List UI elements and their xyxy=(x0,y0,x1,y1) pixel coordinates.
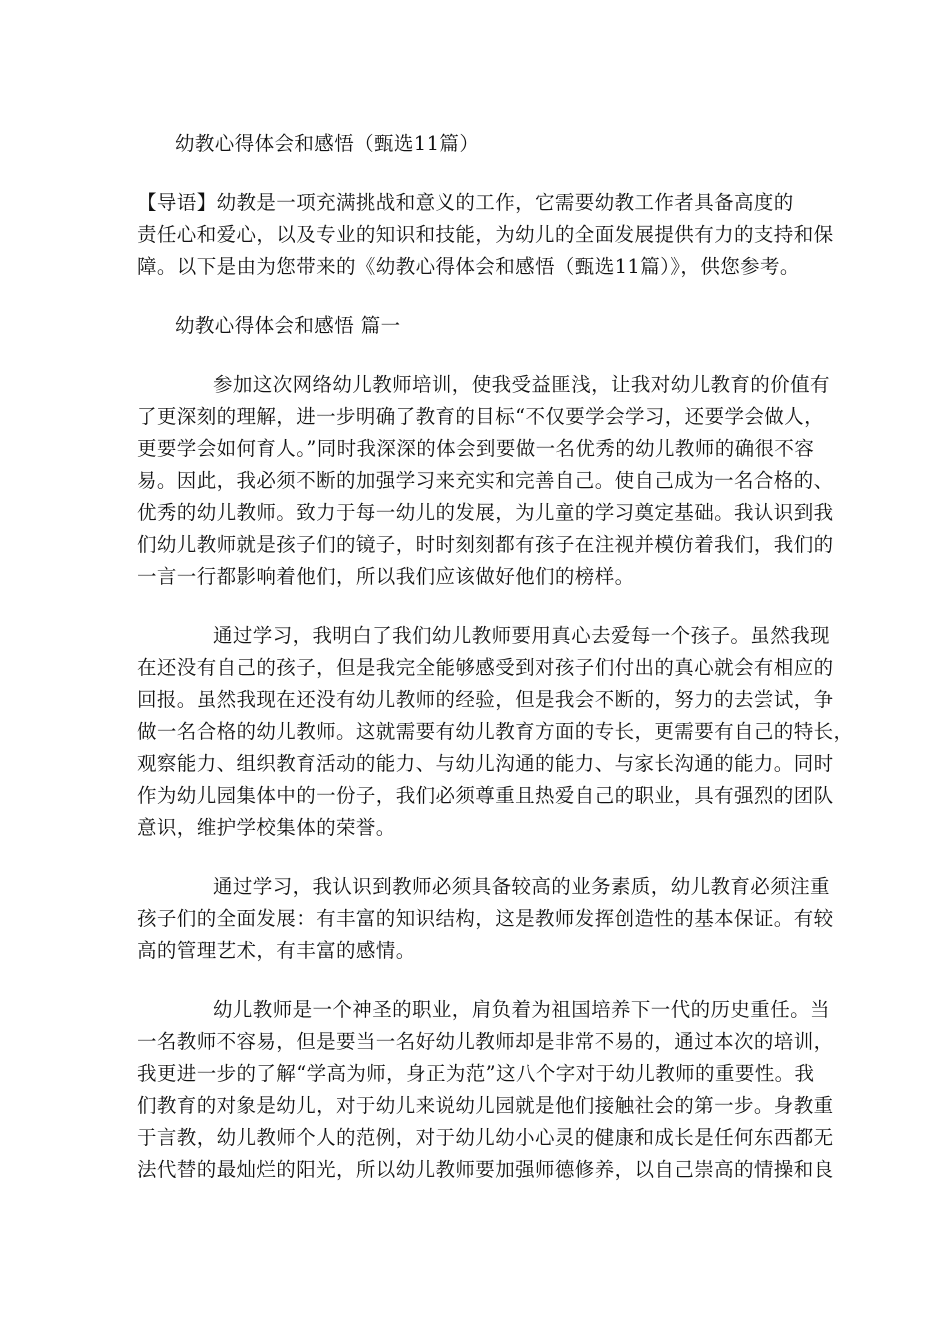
paragraph-line: 做一名合格的幼儿教师。这就需要有幼儿教育方面的专长，更需要有自己的特长， xyxy=(137,720,854,743)
paragraph-line: 们教育的对象是幼儿，对于幼儿来说幼儿园就是他们接触社会的第一步。身教重 xyxy=(137,1094,834,1117)
paragraph-line: 孩子们的全面发展：有丰富的知识结构，这是教师发挥创造性的基本保证。有较 xyxy=(137,907,834,930)
body-paragraph-3 xyxy=(137,871,834,967)
paragraph-line: 观察能力、组织教育活动的能力、与幼儿沟通的能力、与家长沟通的能力。同时 xyxy=(137,752,834,775)
paragraph-line: 回报。虽然我现在还没有幼儿教师的经验，但是我会不断的，努力的去尝试，争 xyxy=(137,688,834,711)
paragraph-line: 了更深刻的理解，进一步明确了教育的目标“不仅要学会学习，还要学会做人， xyxy=(137,405,824,428)
paragraph-line: 通过学习，我明白了我们幼儿教师要用真心去爱每一个孩子。虽然我现 xyxy=(213,624,830,647)
paragraph-line: 一言一行都影响着他们，所以我们应该做好他们的榜样。 xyxy=(137,565,635,588)
paragraph-line: 作为幼儿园集体中的一份子，我们必须尊重且热爱自己的职业，具有强烈的团队 xyxy=(137,784,834,807)
paragraph-line: 通过学习，我认识到教师必须具备较高的业务素质，幼儿教育必须注重 xyxy=(213,875,830,898)
paragraph-line: 一名教师不容易，但是要当一名好幼儿教师却是非常不易的，通过本次的培训， xyxy=(137,1030,834,1053)
paragraph-line: 易。因此，我必须不断的加强学习来充实和完善自己。使自己成为一名合格的、 xyxy=(137,469,834,492)
paragraph-line: 在还没有自己的孩子，但是我完全能够感受到对孩子们付出的真心就会有相应的 xyxy=(137,656,834,679)
paragraph-line: 参加这次网络幼儿教师培训，使我受益匪浅，让我对幼儿教育的价值有 xyxy=(213,373,830,396)
paragraph-line: 幼儿教师是一个神圣的职业，肩负着为祖国培养下一代的历史重任。当 xyxy=(213,998,830,1021)
paragraph-line: 高的管理艺术，有丰富的感情。 xyxy=(137,939,416,962)
paragraph-line: 意识，维护学校集体的荣誉。 xyxy=(137,816,396,839)
paragraph-line: 更要学会如何育人。”同时我深深的体会到要做一名优秀的幼儿教师的确很不容 xyxy=(137,437,815,460)
document-page xyxy=(137,128,854,1213)
body-paragraph-4 xyxy=(137,994,834,1186)
section-heading: 幼教心得体会和感悟 篇一 xyxy=(175,314,401,337)
paragraph-line: 法代替的最灿烂的阳光，所以幼儿教师要加强师德修养，以自己崇高的情操和良 xyxy=(137,1158,834,1181)
document-title: 幼教心得体会和感悟（甄选11篇） xyxy=(175,132,480,155)
intro-line: 障。以下是由为您带来的《幼教心得体会和感悟（甄选11篇）》，供您参考。 xyxy=(137,255,800,278)
body-paragraph-1 xyxy=(137,369,834,593)
intro-paragraph xyxy=(137,187,834,283)
paragraph-line: 优秀的幼儿教师。致力于每一幼儿的发展，为儿童的学习奠定基础。我认识到我 xyxy=(137,501,834,524)
intro-line: 责任心和爱心，以及专业的知识和技能，为幼儿的全面发展提供有力的支持和保 xyxy=(137,223,834,246)
intro-line: 【导语】幼教是一项充满挑战和意义的工作，它需要幼教工作者具备高度的 xyxy=(137,191,794,214)
body-paragraph-2 xyxy=(137,620,854,844)
paragraph-line: 于言教，幼儿教师个人的范例，对于幼儿幼小心灵的健康和成长是任何东西都无 xyxy=(137,1126,834,1149)
paragraph-line: 我更进一步的了解“学高为师，身正为范”这八个字对于幼儿教师的重要性。我 xyxy=(137,1062,815,1085)
paragraph-line: 们幼儿教师就是孩子们的镜子，时时刻刻都有孩子在注视并模仿着我们，我们的 xyxy=(137,533,834,556)
